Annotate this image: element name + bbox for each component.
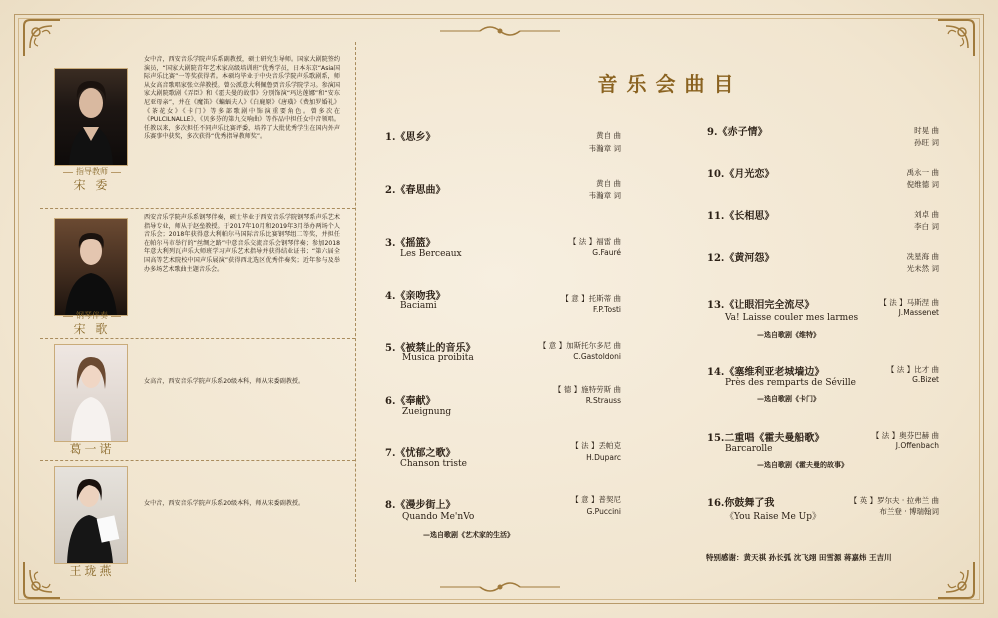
piece-title: 12.《黄河怨》 bbox=[707, 253, 775, 264]
composer-latin: G.Puccini bbox=[586, 507, 621, 516]
person-name: 宋 歌 bbox=[73, 322, 111, 336]
program-item bbox=[385, 385, 621, 417]
lyricist: 布兰登 · 博瑞翰词 bbox=[879, 507, 939, 516]
program-item bbox=[385, 234, 621, 259]
program-item bbox=[707, 494, 939, 522]
composer-latin: C.Gastoldoni bbox=[573, 352, 621, 361]
corner-ornament-icon bbox=[936, 18, 976, 58]
piece-subtitle: Zueignung bbox=[402, 407, 452, 417]
composer-latin: F.P.Tosti bbox=[592, 305, 621, 314]
opera-source: —选自歌剧《卡门》 bbox=[757, 394, 820, 403]
piece-title: 13.《让眼泪完全流尽》 bbox=[707, 300, 815, 311]
bio-text: 女中音，西安音乐学院声乐系20级本科，师从宋委副教授。 bbox=[144, 500, 305, 507]
piece-title: 9.《赤子情》 bbox=[707, 127, 768, 138]
composer: 时晃 曲 bbox=[914, 126, 939, 135]
lyricist: 李白 词 bbox=[914, 222, 939, 231]
program-item bbox=[707, 123, 939, 147]
piece-subtitle: Barcarolle bbox=[725, 444, 773, 454]
composer: 【 意 】普契尼 bbox=[571, 495, 621, 504]
program-item bbox=[385, 339, 621, 363]
composer: 冼星海 曲 bbox=[906, 252, 939, 261]
lyricist: 韦瀚章 词 bbox=[588, 144, 621, 153]
opera-source: —选自歌剧《维特》 bbox=[757, 330, 820, 339]
program-item bbox=[385, 495, 621, 539]
avatar bbox=[54, 344, 128, 442]
composer-latin: H.Duparc bbox=[586, 453, 621, 462]
composer: 【 法 】马斯涅 曲 bbox=[879, 298, 939, 307]
composer-latin: G.Fauré bbox=[592, 248, 621, 257]
program-item bbox=[707, 165, 939, 189]
program-item bbox=[385, 441, 621, 469]
piece-title: 2.《春思曲》 bbox=[385, 185, 446, 196]
piece-title: 8.《漫步街上》 bbox=[385, 500, 456, 511]
piece-subtitle: Les Berceaux bbox=[400, 249, 462, 259]
piece-title: 7.《忧郁之歌》 bbox=[385, 448, 456, 459]
top-ornament-icon bbox=[440, 23, 560, 39]
program-item bbox=[707, 429, 939, 469]
avatar bbox=[54, 466, 128, 564]
avatar bbox=[54, 218, 128, 316]
person-name: 王珑燕 bbox=[69, 564, 115, 578]
program-item bbox=[707, 207, 939, 231]
bio-text: 女高音，西安音乐学院声乐系20级本科，师从宋委副教授。 bbox=[144, 378, 305, 385]
person-name: 宋 委 bbox=[73, 178, 111, 192]
program-item bbox=[707, 249, 939, 273]
program-item bbox=[385, 128, 621, 153]
piece-title: 4.《亲吻我》 bbox=[385, 291, 446, 302]
avatar bbox=[54, 68, 128, 166]
piece-title: 15.二重唱《霍夫曼船歌》 bbox=[707, 433, 825, 444]
piece-title: 14.《塞维利亚老城墙边》 bbox=[707, 367, 825, 378]
composer: 【 意 】托斯蒂 曲 bbox=[561, 294, 621, 303]
piece-subtitle: Va! Laisse couler mes larmes bbox=[725, 313, 859, 323]
composer: 禹永一 曲 bbox=[906, 168, 939, 177]
bio-text: 女中音，西安音乐学院声乐系副教授，硕士研究生导师。国家大剧院签约演员，“国家大剧院青年艺术家高级培训班”优秀学员，日本东京“Asia国际声乐比赛”一等奖获得者。本硕均毕业于中央音乐学院声乐歌剧系，师从女高音歌唱家张立萍教授。曾公派意大利佩鲁贾音乐学院学习。参演国家大剧院歌剧《弄臣》和《霍夫曼的故事》分别饰演“玛达莲娜”和“安东尼亚母亲”，并在《魔笛》《蝙蝠夫人》《白鹿原》《唐璜》《费加罗婚礼》《茶花女》《卡门》等多部歌剧中饰演重要角色。曾多次在《PULCILNALLE》、《贝多芬的第九交响曲》等作品中担任女中音领唱。任教以来，多次担任不同声乐比赛评委，培养了大批优秀学生在国内外声乐赛事中获奖，多次获得“优秀指导教师奖”。 bbox=[144, 56, 340, 141]
lyricist: 倪维德 词 bbox=[906, 180, 939, 189]
composer: 【 意 】加斯托尔多尼 曲 bbox=[538, 341, 621, 350]
piece-title: 10.《月光恋》 bbox=[707, 169, 775, 180]
piece-subtitle: Quando Me'nVo bbox=[402, 512, 475, 522]
piece-title: 5.《被禁止的音乐》 bbox=[385, 343, 476, 354]
piece-subtitle: Chanson triste bbox=[400, 459, 467, 469]
divider bbox=[40, 208, 355, 209]
person-name: 葛一诺 bbox=[69, 442, 115, 456]
opera-source: —选自歌剧《艺术家的生活》 bbox=[423, 530, 514, 539]
composer: 【 法 】福雷 曲 bbox=[568, 237, 621, 246]
bio-text: 西安音乐学院声乐系钢琴伴奏，硕士毕业于西安音乐学院钢琴系声乐艺术指导专业，师从于赵垒教授。于2017年10月和2019年3月举办两场个人音乐会；2018年获得意大利帕尔马国际音乐比赛钢琴组二等奖，并担任在帕尔马市举行的“丝绸之路”中意音乐交流音乐会钢琴伴奏；参加2018年意大利列瓦声乐大师班学习声乐艺术指导并获得结业证书；“第六届全国高等艺术院校中国声乐展演”获得西北选区优秀伴奏奖；近年参与及举办多场艺术歌曲主题音乐会。 bbox=[144, 214, 340, 273]
divider bbox=[40, 338, 355, 339]
divider bbox=[40, 460, 355, 461]
piece-title: 1.《思乡》 bbox=[385, 132, 436, 143]
composer: 【 德 】施特劳斯 曲 bbox=[553, 385, 621, 394]
program-item bbox=[707, 296, 939, 339]
lyricist: 韦瀚章 词 bbox=[588, 191, 621, 200]
composer: 【 英 】罗尔夫 · 拉弗兰 曲 bbox=[849, 496, 939, 505]
composer-latin: G.Bizet bbox=[912, 375, 939, 384]
piece-subtitle: 《You Raise Me Up》 bbox=[725, 512, 822, 522]
lyricist: 光未然 词 bbox=[906, 264, 939, 273]
piece-title: 6.《奉献》 bbox=[385, 396, 436, 407]
composer: 【 法 】比才 曲 bbox=[886, 365, 939, 374]
bottom-ornament-icon bbox=[440, 579, 560, 595]
composer: 【 法 】奥芬巴赫 曲 bbox=[871, 431, 939, 440]
composer: 黄自 曲 bbox=[596, 131, 621, 140]
piece-subtitle: Baciami bbox=[400, 301, 437, 311]
acknowledgements: 特别感谢：黄天祺 孙长弧 沈飞翊 田雪源 蒋嘉炜 王吉川 bbox=[706, 553, 892, 562]
corner-ornament-icon bbox=[936, 560, 976, 600]
page-title: 音乐会曲目 bbox=[597, 72, 743, 96]
program-item bbox=[385, 287, 621, 314]
piece-title: 16.你鼓舞了我 bbox=[707, 498, 775, 509]
piece-subtitle: Musica proibita bbox=[402, 353, 474, 363]
lyricist: 孙旺 词 bbox=[914, 138, 939, 147]
piece-title: 11.《长相思》 bbox=[707, 211, 775, 222]
bio-panel bbox=[40, 42, 356, 582]
composer: 黄自 曲 bbox=[596, 179, 621, 188]
composer: 【 法 】丢帕克 bbox=[571, 441, 621, 450]
composer-latin: J.Offenbach bbox=[895, 441, 939, 450]
program-item bbox=[385, 179, 621, 200]
piece-subtitle: Près des remparts de Séville bbox=[725, 378, 856, 388]
composer-latin: J.Massenet bbox=[898, 308, 939, 317]
composer: 刘卓 曲 bbox=[914, 210, 939, 219]
opera-source: —选自歌剧《霍夫曼的故事》 bbox=[757, 460, 848, 469]
composer-latin: R.Strauss bbox=[585, 396, 621, 405]
role-label: 钢琴伴奏 bbox=[46, 310, 138, 321]
program-item bbox=[707, 363, 939, 403]
piece-title: 3.《摇篮》 bbox=[385, 238, 436, 249]
role-label: 指导教师 bbox=[46, 166, 138, 177]
